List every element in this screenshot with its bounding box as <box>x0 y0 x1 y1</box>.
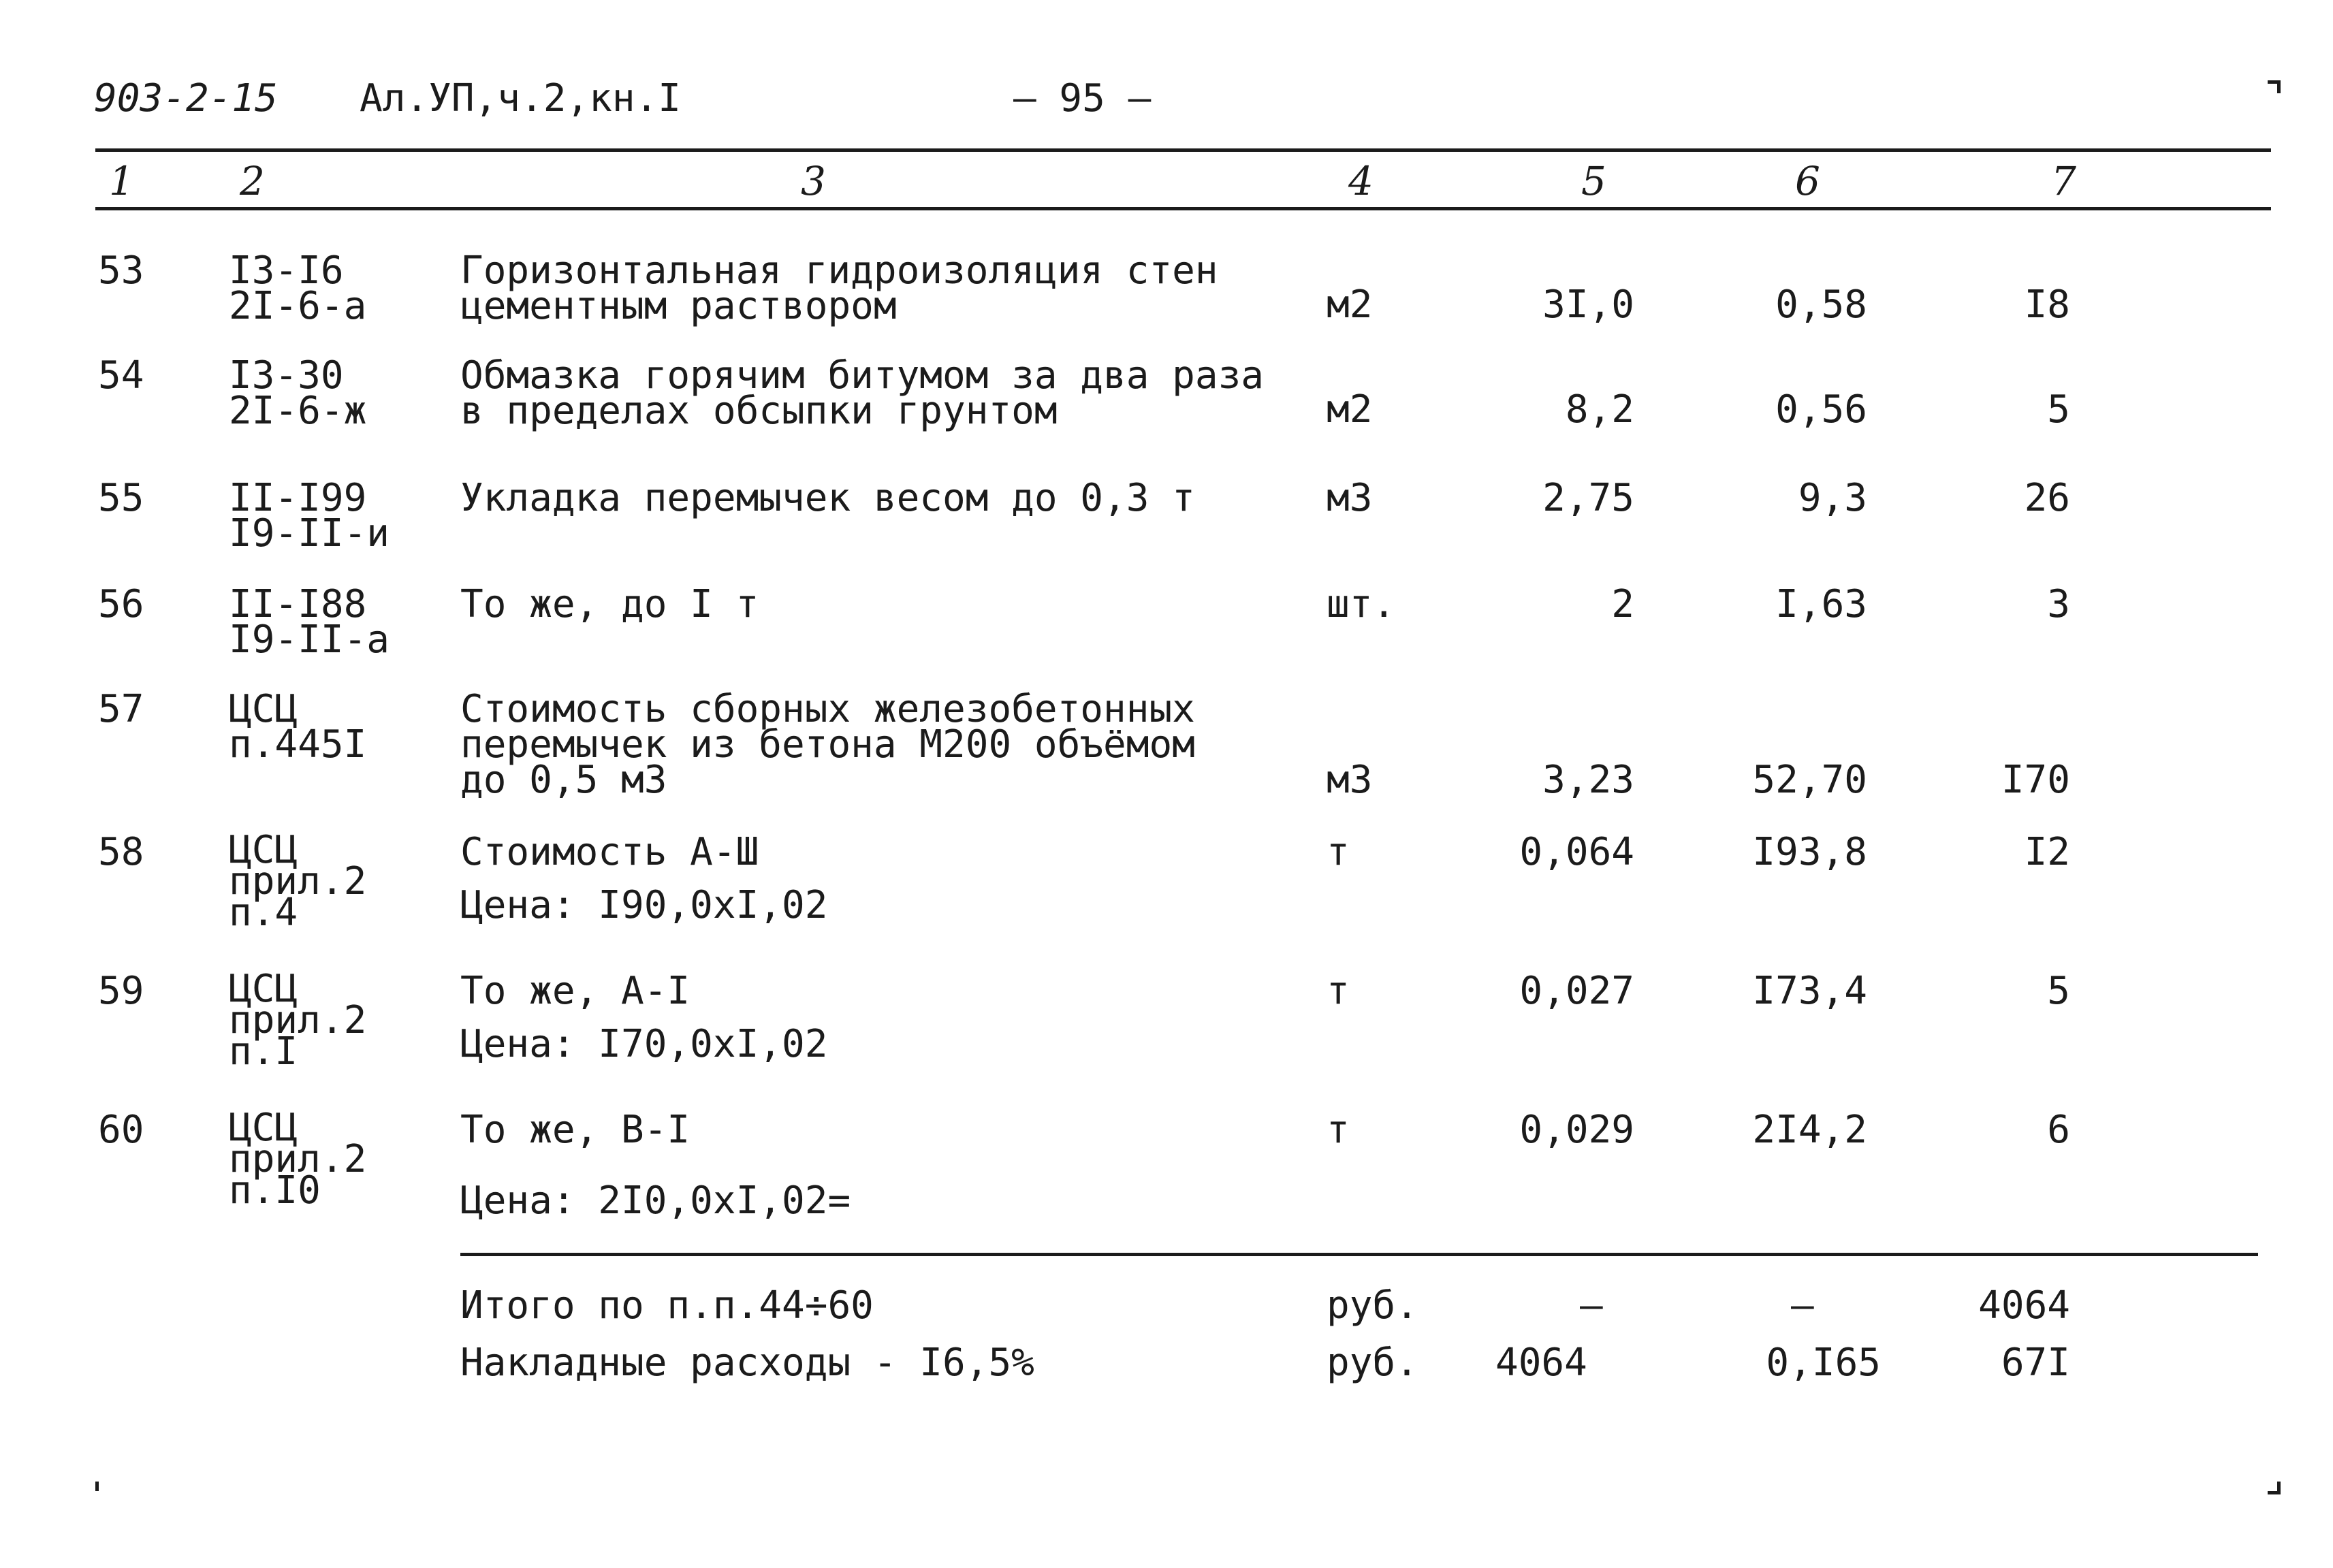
row-total: 5 <box>2047 969 2070 1013</box>
row-number: 60 <box>98 1108 144 1152</box>
row-price-note: Цена: I70,0xI,02 <box>460 1022 828 1066</box>
corner-mark-bottom-right <box>2268 1482 2281 1494</box>
row-unit-price: 0,56 <box>1775 387 1867 432</box>
column-header-2: 2 <box>240 158 265 204</box>
row-reference: II-I88 I9-II-а <box>229 582 390 662</box>
row-description: То же, А-I <box>460 969 691 1013</box>
row-quantity: 3,23 <box>1542 758 1634 802</box>
totals-unit-price: – <box>1791 1283 1814 1328</box>
row-price-note: Цена: I90,0xI,02 <box>460 883 828 927</box>
row-unit-price: I,63 <box>1775 582 1867 626</box>
row-reference: ЦСЦ прил.2 п.I <box>229 967 367 1074</box>
row-unit: т <box>1327 969 1350 1013</box>
row-quantity: 2,75 <box>1542 476 1634 520</box>
row-total: 3 <box>2047 582 2070 626</box>
column-header-7: 7 <box>2051 158 2076 204</box>
row-unit: м3 <box>1327 758 1373 802</box>
page-number: — 95 — <box>1013 76 1152 121</box>
row-unit: м2 <box>1327 283 1373 327</box>
row-unit-price: 52,70 <box>1752 758 1867 802</box>
row-total: 6 <box>2047 1108 2070 1152</box>
overhead-rate: 0,I65 <box>1766 1341 1881 1385</box>
row-total: 26 <box>2024 476 2070 520</box>
row-total: I2 <box>2024 830 2070 874</box>
row-price-note: Цена: 2I0,0xI,02= <box>460 1179 851 1223</box>
row-reference: ЦСЦ прил.2 п.4 <box>229 828 367 935</box>
totals-label: Итого по п.п.44÷60 <box>460 1283 874 1328</box>
header-bottom-rule <box>95 207 2271 210</box>
row-quantity: 0,064 <box>1519 830 1634 874</box>
row-reference: I3-I6 2I-6-а <box>229 249 367 328</box>
album-reference: Ал.УП,ч.2,кн.I <box>360 76 682 121</box>
row-description: Стоимость сборных железобетонных перемычек из бетона М200 объёмом до 0,5 м3 <box>460 687 1195 802</box>
row-quantity: 0,027 <box>1519 969 1634 1013</box>
row-description: Горизонтальная гидроизоляция стен цементным раствором <box>460 249 1218 328</box>
overhead-label: Накладные расходы - I6,5% <box>460 1341 1034 1385</box>
row-total: I8 <box>2024 283 2070 327</box>
row-description: То же, до I т <box>460 582 759 626</box>
overhead-unit: руб. <box>1327 1341 1418 1385</box>
row-number: 57 <box>98 687 144 731</box>
totals-separator <box>460 1253 2258 1256</box>
row-reference: II-I99 I9-II-и <box>229 476 390 556</box>
row-number: 53 <box>98 249 144 293</box>
row-total: 5 <box>2047 387 2070 432</box>
overhead-amount: 67I <box>2001 1341 2070 1385</box>
totals-quantity: – <box>1580 1283 1603 1328</box>
row-description: То же, В-I <box>460 1108 691 1152</box>
row-unit-price: I73,4 <box>1752 969 1867 1013</box>
row-quantity: 8,2 <box>1565 387 1634 432</box>
row-number: 58 <box>98 830 144 874</box>
row-unit: т <box>1327 1108 1350 1152</box>
row-unit-price: 0,58 <box>1775 283 1867 327</box>
row-unit: шт. <box>1327 582 1396 626</box>
row-reference: I3-30 2I-6-ж <box>229 353 367 433</box>
row-description: Укладка перемычек весом до 0,3 т <box>460 476 1195 520</box>
totals-unit: руб. <box>1327 1283 1418 1328</box>
row-quantity: 0,029 <box>1519 1108 1634 1152</box>
row-reference: ЦСЦ п.445I <box>229 687 367 767</box>
row-unit: т <box>1327 830 1350 874</box>
row-description: Стоимость А-Ш <box>460 830 759 874</box>
column-header-3: 3 <box>801 158 826 204</box>
row-total: I70 <box>2001 758 2070 802</box>
project-code: 903-2-15 <box>94 76 278 121</box>
row-unit-price: 9,3 <box>1798 476 1867 520</box>
row-number: 54 <box>98 353 144 398</box>
row-number: 59 <box>98 969 144 1013</box>
row-unit-price: 2I4,2 <box>1752 1108 1867 1152</box>
corner-mark-top-right <box>2268 80 2281 93</box>
column-header-1: 1 <box>109 158 134 204</box>
corner-mark-bottom-left <box>95 1482 108 1491</box>
row-description: Обмазка горячим битумом за два раза в пределах обсыпки грунтом <box>460 353 1265 433</box>
row-unit: м2 <box>1327 387 1373 432</box>
row-quantity: 2 <box>1611 582 1634 626</box>
row-quantity: 3I,0 <box>1542 283 1634 327</box>
overhead-base: 4064 <box>1495 1341 1587 1385</box>
row-number: 55 <box>98 476 144 520</box>
column-header-5: 5 <box>1581 158 1606 204</box>
column-header-4: 4 <box>1348 158 1374 204</box>
row-unit: м3 <box>1327 476 1373 520</box>
totals-amount: 4064 <box>1978 1283 2070 1328</box>
table-top-rule <box>95 148 2271 152</box>
column-header-6: 6 <box>1795 158 1820 204</box>
row-number: 56 <box>98 582 144 626</box>
row-reference: ЦСЦ прил.2 п.I0 <box>229 1106 367 1213</box>
row-unit-price: I93,8 <box>1752 830 1867 874</box>
